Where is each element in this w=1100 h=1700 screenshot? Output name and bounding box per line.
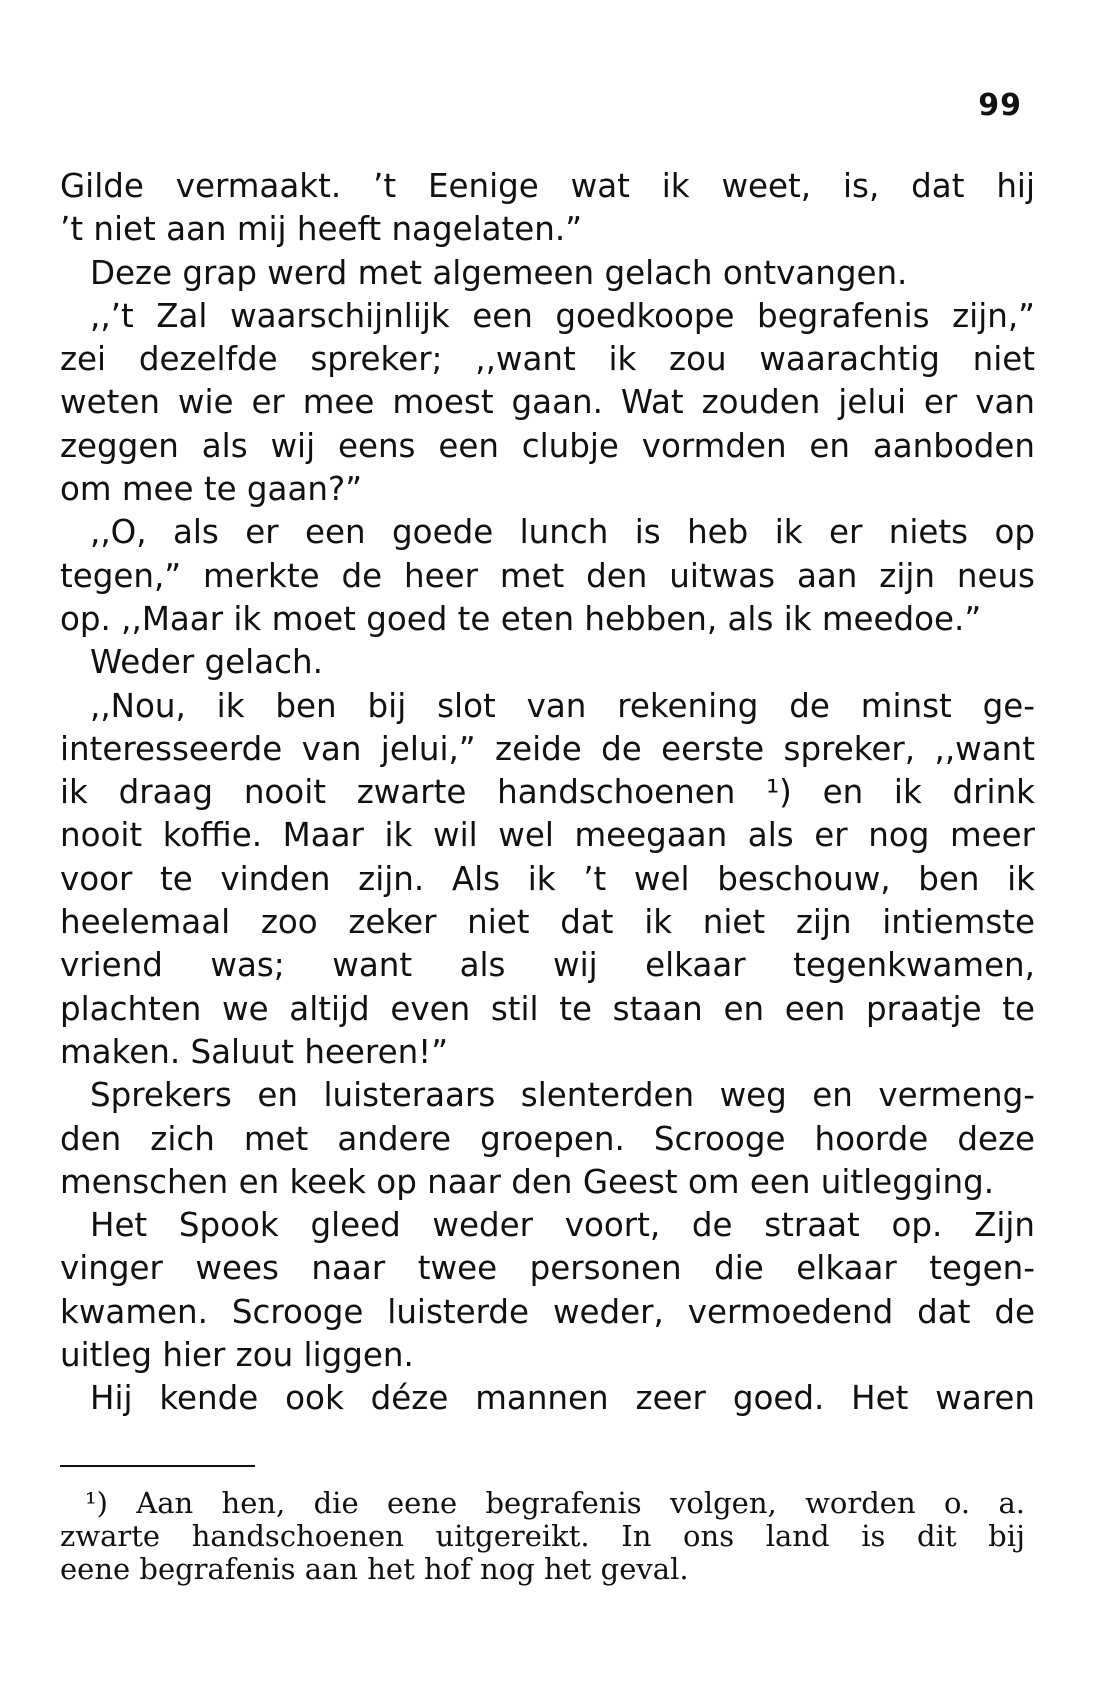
text-line: Deze grap werd met algemeen gelach ontvangen.	[90, 253, 908, 292]
text-line: ,,O, als er een goede lunch is heb ik er niets op	[90, 513, 1035, 552]
text-line: heelemaal zoo zeker niet dat ik niet zijn intiemste	[60, 903, 1035, 942]
text-line: Hij kende ook déze mannen zeer goed. Het waren	[90, 1379, 1035, 1418]
text-line: Sprekers en luisteraars slenterden weg en vermeng-	[90, 1076, 1035, 1115]
text-line: interesseerde van jelui,” zeide de eerste spreker, ,,want	[60, 729, 1035, 768]
footnote-line: ¹) Aan hen, die eene begrafenis volgen, worden o. a.	[85, 1486, 1025, 1520]
text-line: voor te vinden zijn. Als ik ’t wel beschouw, ben ik	[60, 859, 1035, 898]
body-text	[60, 165, 1035, 1421]
text-line: weten wie er mee moest gaan. Wat zouden jelui er van	[60, 383, 1035, 422]
footnotes	[60, 1487, 1025, 1586]
footnote-line: zwarte handschoenen uitgereikt. In ons land is dit bij	[60, 1519, 1025, 1553]
text-line: uitleg hier zou liggen.	[60, 1336, 414, 1375]
text-line: Weder gelach.	[90, 643, 323, 682]
page-number: 99	[978, 88, 1022, 123]
text-line: vriend was; want als wij elkaar tegenkwamen,	[60, 946, 1035, 985]
text-line: maken. Saluut heeren!”	[60, 1032, 449, 1071]
text-line: den zich met andere groepen. Scrooge hoorde deze	[60, 1119, 1035, 1158]
text-line: plachten we altijd even stil te staan en een praatje te	[60, 989, 1035, 1028]
text-line: kwamen. Scrooge luisterde weder, vermoedend dat de	[60, 1292, 1035, 1331]
text-line: op. ,,Maar ik moet goed te eten hebben, als ik meedoe.”	[60, 599, 982, 638]
text-line: Gilde vermaakt. ’t Eenige wat ik weet, is, dat hij	[60, 167, 1035, 205]
footnote-divider	[60, 1465, 255, 1467]
text-line: om mee te gaan?”	[60, 470, 363, 509]
text-line: ,,Nou, ik ben bij slot van rekening de minst ge-	[90, 686, 1035, 725]
text-line: ’t niet aan mij heeft nagelaten.”	[60, 210, 583, 249]
text-line: menschen en keek op naar den Geest om een uitlegging.	[60, 1162, 995, 1201]
text-line: ,,’t Zal waarschijnlijk een goedkoope begrafenis zijn,”	[90, 296, 1035, 335]
footnote-line: eene begrafenis aan het hof nog het geval.	[60, 1552, 689, 1586]
text-line: nooit koffie. Maar ik wil wel meegaan als er nog meer	[60, 816, 1035, 855]
text-line: zeggen als wij eens een clubje vormden en aanboden	[60, 426, 1035, 465]
text-line: ik draag nooit zwarte handschoenen ¹) en ik drink	[60, 773, 1035, 812]
text-line: zei dezelfde spreker; ,,want ik zou waarachtig niet	[60, 340, 1035, 379]
text-line: Het Spook gleed weder voort, de straat op. Zijn	[90, 1206, 1035, 1245]
text-line: tegen,” merkte de heer met den uitwas aan zijn neus	[60, 556, 1035, 595]
text-line: vinger wees naar twee personen die elkaar tegen-	[60, 1249, 1035, 1288]
